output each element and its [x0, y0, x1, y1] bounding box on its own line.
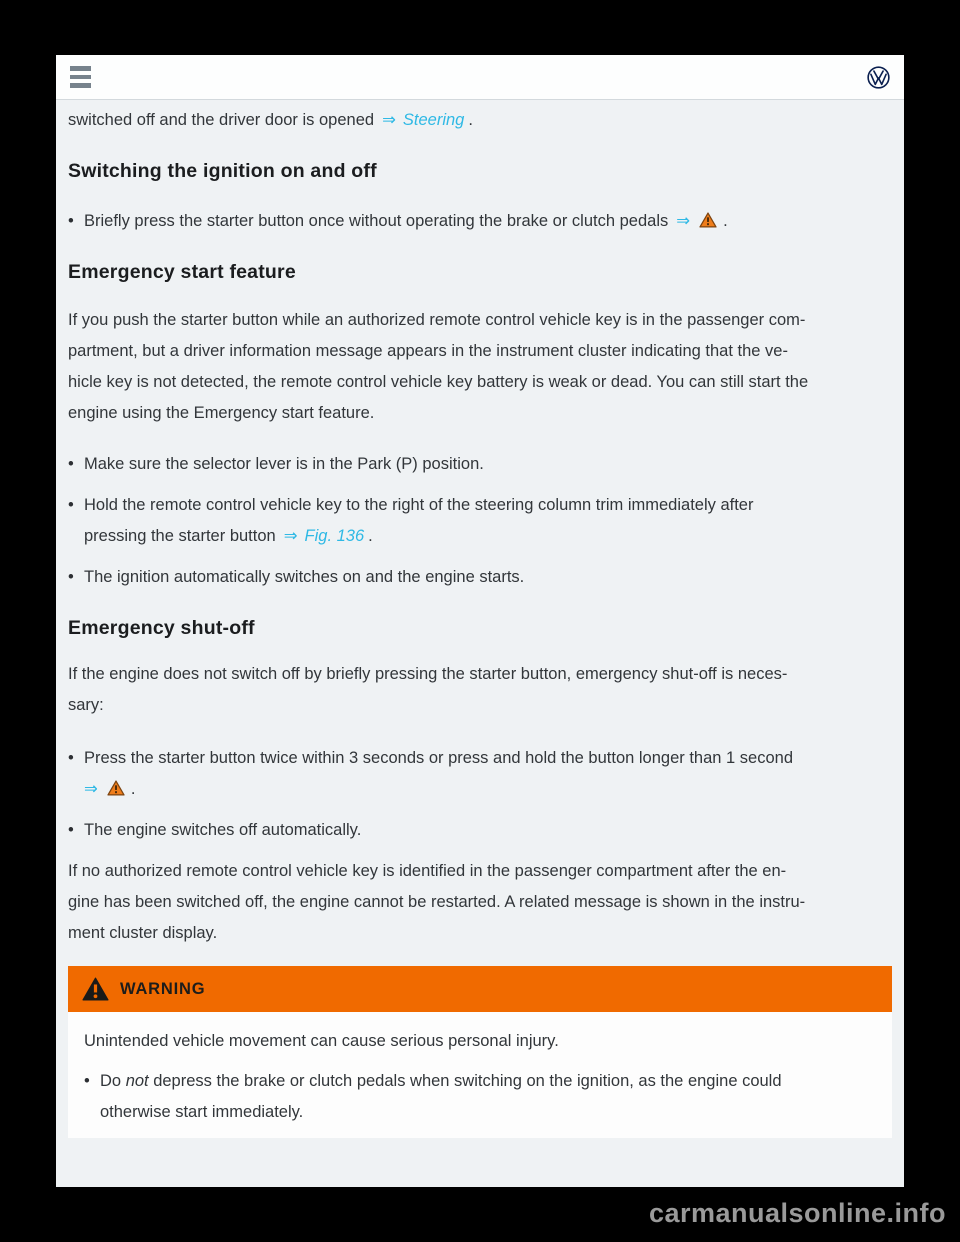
- bullet-icon: •: [68, 749, 74, 767]
- list-item: [68, 449, 892, 480]
- list-item: [68, 815, 892, 846]
- paragraph-line: partment, but a driver information message appears in the instrument cluster indicating that the ve-: [68, 342, 788, 360]
- list-item-text: Make sure the selector lever is in the Park (P) position.: [84, 455, 484, 473]
- paragraph-line: ment cluster display.: [68, 924, 218, 942]
- period: .: [468, 111, 473, 129]
- intro-text: switched off and the driver door is opened: [68, 111, 375, 129]
- warning-header: [68, 966, 892, 1012]
- heading-emergency-shutoff: Emergency shut-off: [68, 617, 255, 639]
- list-item: [68, 206, 892, 237]
- bullet-list: [68, 206, 892, 237]
- bullet-list: [68, 743, 892, 846]
- ref-arrow: ⇒: [382, 111, 396, 129]
- paragraph-line: If no authorized remote control vehicle key is identified in the passenger compartment after the en-: [68, 862, 787, 880]
- bullet-text: Briefly press the starter button once without operating the brake or clutch pedals: [84, 212, 669, 230]
- intro-line: [68, 100, 892, 136]
- bullet-list: [68, 449, 892, 593]
- heading-emergency-start: Emergency start feature: [68, 261, 296, 283]
- list-item-text: The ignition automatically switches on and the engine starts.: [84, 568, 525, 586]
- menu-icon[interactable]: [70, 66, 91, 88]
- heading-switching-ignition: Switching the ignition on and off: [68, 160, 377, 182]
- ref-arrow: ⇒: [84, 780, 98, 798]
- bullet-line: [100, 1066, 782, 1097]
- page-content: [56, 100, 904, 1138]
- paragraph-line: If the engine does not switch off by briefly pressing the starter button, emergency shut-off is neces-: [68, 665, 788, 683]
- list-item: [68, 743, 892, 805]
- bullet-icon: •: [84, 1072, 90, 1090]
- menu-bar: [70, 66, 91, 71]
- bullet-icon: •: [68, 496, 74, 514]
- bullet-text: depress the brake or clutch pedals when switching on the ignition, as the engine could: [148, 1072, 782, 1090]
- steering-link[interactable]: Steering: [402, 111, 465, 129]
- warning-title: WARNING: [120, 979, 206, 998]
- bullet-line: [84, 521, 753, 552]
- paragraph-line: gine has been switched off, the engine cannot be restarted. A related message is shown in the instru-: [68, 893, 806, 911]
- paragraph-line: sary:: [68, 696, 104, 714]
- list-item: [68, 490, 892, 552]
- warning-triangle-icon: [699, 212, 717, 228]
- manual-page: [56, 55, 904, 1187]
- list-item: [68, 562, 892, 593]
- list-item-text: [84, 206, 728, 237]
- watermark: carmanualsonline.info: [648, 1198, 946, 1228]
- list-item-text: [84, 490, 753, 552]
- bullet-line: [84, 774, 793, 805]
- bullet-icon: •: [68, 212, 74, 230]
- top-bar: [56, 55, 904, 100]
- list-item: [84, 1066, 876, 1128]
- fig-136-link[interactable]: Fig. 136: [304, 527, 365, 545]
- paragraph-line: If you push the starter button while an authorized remote control vehicle key is in the passenger com-: [68, 311, 806, 329]
- period: .: [130, 780, 136, 798]
- warning-box: [68, 966, 892, 1138]
- list-item-text: [100, 1066, 782, 1128]
- warning-intro: Unintended vehicle movement can cause serious personal injury.: [84, 1032, 559, 1050]
- bullet-icon: •: [68, 568, 74, 586]
- paragraph-line: hicle key is not detected, the remote control vehicle key battery is weak or dead. You can still start the: [68, 373, 809, 391]
- menu-bar: [70, 83, 91, 88]
- paragraph: [68, 856, 892, 949]
- bullet-line: otherwise start immediately.: [100, 1103, 304, 1121]
- menu-bar: [70, 75, 91, 80]
- warning-body: [68, 1012, 892, 1138]
- vw-logo-icon: [867, 66, 890, 89]
- bullet-icon: •: [68, 455, 74, 473]
- ref-arrow: ⇒: [676, 212, 691, 230]
- list-item-text: The engine switches off automatically.: [84, 821, 362, 839]
- bullet-list: [84, 1066, 876, 1128]
- warning-triangle-icon: [107, 780, 125, 796]
- warning-triangle-icon: [82, 977, 109, 1001]
- ref-arrow: ⇒: [283, 527, 298, 545]
- bullet-icon: •: [68, 821, 74, 839]
- bullet-text: pressing the starter button: [84, 527, 276, 545]
- bullet-text: Do: [100, 1072, 126, 1090]
- bullet-line: Hold the remote control vehicle key to the right of the steering column trim immediately after: [84, 496, 754, 514]
- list-item-text: [84, 743, 793, 805]
- paragraph: [68, 659, 892, 721]
- period: .: [368, 527, 373, 545]
- bullet-line: Press the starter button twice within 3 seconds or press and hold the button longer than 1 second: [84, 749, 794, 767]
- bullet-text-italic: not: [125, 1072, 149, 1090]
- period: .: [723, 212, 728, 230]
- paragraph: [68, 305, 892, 429]
- paragraph-line: engine using the Emergency start feature.: [68, 404, 375, 422]
